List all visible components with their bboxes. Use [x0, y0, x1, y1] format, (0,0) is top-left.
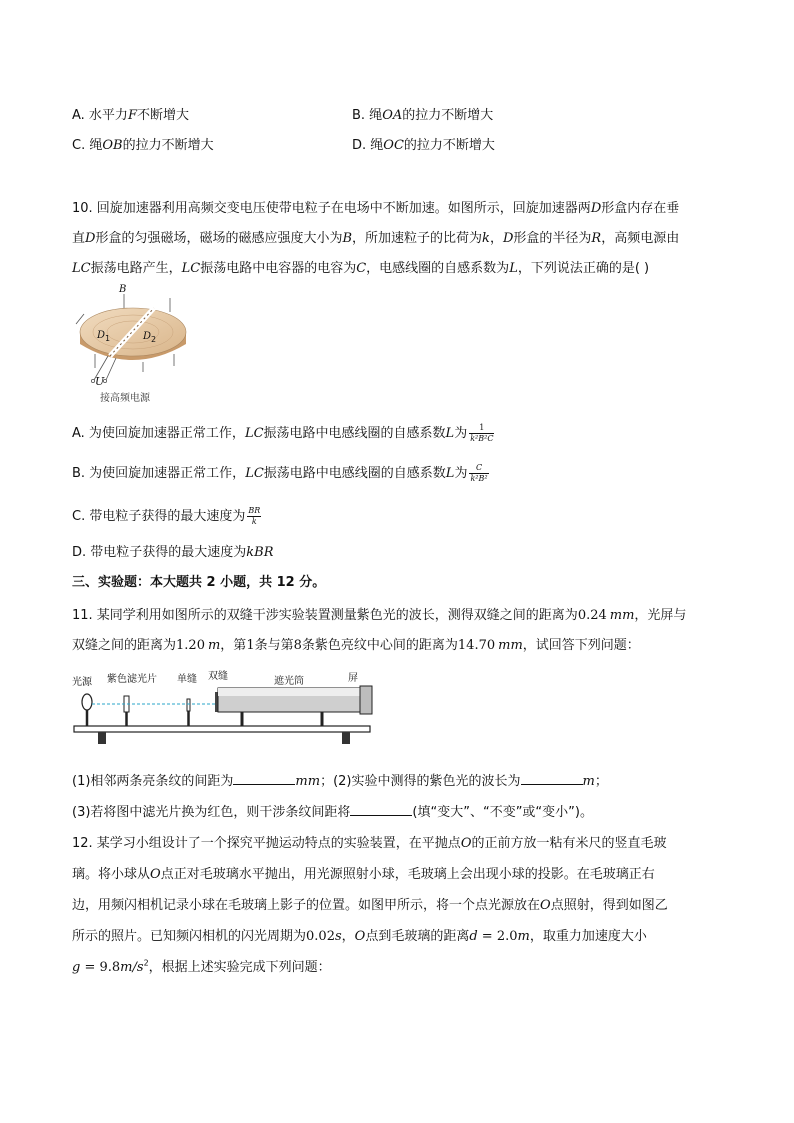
- text: ，所加速粒子的比荷为: [352, 231, 483, 246]
- text: ，根据上述实验完成下列问题：: [148, 960, 331, 975]
- tube-highlight: [218, 688, 368, 696]
- text: 为: [454, 466, 468, 481]
- text: 形盒的半径为: [513, 231, 592, 246]
- math-var: LC: [244, 426, 264, 441]
- answer-blank[interactable]: [233, 772, 295, 785]
- math-var: O: [150, 867, 161, 882]
- number: = 9.8: [80, 960, 121, 975]
- math-var: d: [469, 929, 478, 944]
- denominator: k²B²C: [470, 434, 494, 443]
- math-var: D: [85, 231, 96, 246]
- text: D. 绳: [352, 138, 384, 153]
- label-screen: 屏: [348, 673, 358, 684]
- text: A. 水平力: [72, 108, 128, 123]
- text: (1)相邻两条亮条纹的间距为: [72, 774, 234, 789]
- answer-blank[interactable]: [521, 772, 583, 785]
- number: 8: [293, 638, 302, 653]
- text: B: [119, 284, 127, 295]
- text: D. 带电粒子获得的最大速度为: [72, 545, 247, 560]
- unit: mm: [295, 774, 321, 789]
- text: 的拉力不断增大: [402, 108, 494, 123]
- q12-line-4: [72, 925, 647, 944]
- text: 11. 某同学利用如图所示的双缝干涉实验装置测量紫色光的波长，测得双缝之间的距离为: [72, 608, 578, 623]
- text: 点正对毛玻璃水平抛出，用光源照射小球，毛玻璃上会出现小球的投影。在毛玻璃正右: [160, 867, 655, 882]
- q12-line-5: [72, 956, 331, 975]
- number: 1: [246, 638, 255, 653]
- text: 双缝之间的距离为: [72, 638, 177, 653]
- fraction: [469, 463, 488, 484]
- text: 的正前方放一粘有米尺的竖直毛玻: [471, 836, 667, 851]
- text: 点到毛玻璃的距离: [365, 929, 470, 944]
- unit: m: [517, 929, 530, 944]
- denominator: k²B²: [470, 474, 488, 483]
- text: (填“变大”、“不变”或“变小”)。: [412, 805, 593, 820]
- light-source: [82, 694, 92, 710]
- math-expr: kBR: [246, 545, 274, 560]
- math-var: O: [540, 898, 551, 913]
- q12-line-1: [72, 832, 667, 851]
- number: = 2.0: [477, 929, 518, 944]
- q11-part-3: [72, 801, 593, 820]
- label-d2: [143, 331, 156, 344]
- text: 10. 回旋加速器利用高频交变电压使带电粒子在电场中不断加速。如图所示，回旋加速器两: [72, 201, 591, 216]
- text: 条与第: [254, 638, 294, 653]
- text: 2: [151, 335, 157, 344]
- text: (3)若将图中滤光片换为红色，则干涉条纹间距将: [72, 805, 351, 820]
- text: U: [95, 375, 105, 388]
- math-var: O: [354, 929, 366, 944]
- math-var: L: [509, 261, 518, 276]
- number: 0.02: [306, 929, 335, 944]
- text: C. 带电粒子获得的最大速度为: [72, 509, 246, 524]
- text: ；: [594, 774, 608, 789]
- label-single-slit: 单缝: [177, 674, 197, 685]
- q9-option-a: [72, 104, 189, 123]
- math-var: LC: [245, 466, 264, 481]
- q10-line-2: [72, 227, 679, 246]
- number: 1.20: [176, 638, 205, 653]
- fraction: [469, 423, 494, 444]
- label-u: [95, 375, 104, 388]
- section-heading: 三、实验题：本大题共 2 小题，共 12 分。: [72, 575, 326, 590]
- math-var: D: [590, 201, 602, 216]
- q11-part-1-2: [72, 770, 608, 789]
- q11-line-2: [72, 634, 640, 653]
- denominator: k: [251, 517, 257, 526]
- unit: mm: [498, 638, 523, 653]
- superscript: 2: [143, 958, 149, 968]
- text: 振荡电路中电容器的电容为: [200, 261, 357, 276]
- label-filter: 紫色滤光片: [107, 674, 157, 685]
- math-var: LC: [72, 261, 91, 276]
- math-var: L: [445, 426, 455, 441]
- q10-option-b: [72, 462, 489, 484]
- math-var: F: [127, 108, 137, 123]
- math-var: OB: [102, 138, 123, 153]
- text: B. 为使回旋加速器正常工作，: [72, 466, 246, 481]
- text: ，: [489, 231, 503, 246]
- text: D: [97, 330, 106, 341]
- text: ，光屏与: [634, 608, 687, 623]
- text: 为: [454, 426, 468, 441]
- math-var: OA: [382, 108, 403, 123]
- text: ，试回答下列问题：: [522, 638, 640, 653]
- text: ，电感线圈的自感系数为: [366, 261, 510, 276]
- text: D: [143, 331, 152, 342]
- text: 12. 某学习小组设计了一个探究平抛运动特点的实验装置，在平抛点: [72, 836, 461, 851]
- text: 形盒内存在垂: [601, 201, 680, 216]
- q12-line-3: [72, 894, 668, 913]
- label-d1: [97, 330, 110, 343]
- text: C. 绳: [72, 138, 103, 153]
- math-var: OC: [383, 138, 404, 153]
- text: B. 绳: [352, 108, 383, 123]
- text: ，第: [220, 638, 247, 653]
- cyclotron-figure: [70, 284, 200, 404]
- text: 所示的照片。已知频闪相机的闪光周期为: [72, 929, 307, 944]
- q9-option-d: [352, 134, 495, 153]
- text: 振荡电路中电感线圈的自感系数: [263, 466, 446, 481]
- math-var: g: [72, 960, 81, 975]
- text: 直: [72, 231, 86, 246]
- label-b: [119, 284, 126, 295]
- q10-option-d: [72, 541, 274, 560]
- answer-blank[interactable]: [350, 803, 412, 816]
- figure-caption: 接高频电源: [100, 393, 150, 404]
- screen: [360, 686, 372, 714]
- q9-option-c: [72, 134, 214, 153]
- unit: mm: [609, 608, 635, 623]
- label-tube: 遮光筒: [274, 676, 304, 687]
- q10-option-c: [72, 505, 261, 527]
- math-var: O: [460, 836, 472, 851]
- unit: m: [207, 638, 221, 653]
- unit: m: [582, 774, 595, 789]
- text: ，取重力加速度大小: [529, 929, 647, 944]
- text: 边，用频闪相机记录小球在毛玻璃上影子的位置。如图甲所示，将一个点光源放在: [72, 898, 541, 913]
- text: 的拉力不断增大: [122, 138, 214, 153]
- single-slit: [187, 699, 190, 711]
- q9-option-b: [352, 104, 493, 123]
- text: 的拉力不断增大: [403, 138, 495, 153]
- text: ，高频电源由: [601, 231, 680, 246]
- text: 1: [105, 334, 111, 343]
- numerator: C: [469, 463, 488, 474]
- q12-line-2: [72, 863, 655, 882]
- number: 14.70: [457, 638, 496, 653]
- unit: s: [334, 929, 342, 944]
- text: A. 为使回旋加速器正常工作，: [72, 426, 245, 441]
- unit: m/s: [120, 960, 144, 975]
- text: 点照射，得到如图乙: [550, 898, 668, 913]
- fraction: [247, 506, 261, 527]
- text: 璃。将小球从: [72, 867, 151, 882]
- numerator: 1: [469, 423, 494, 434]
- rail-leg: [342, 732, 350, 744]
- text: 振荡电路中电感线圈的自感系数: [263, 426, 446, 441]
- text: ，下列说法正确的是( ): [517, 261, 650, 276]
- math-var: R: [591, 231, 602, 246]
- math-var: k: [482, 231, 490, 246]
- number: 0.24: [577, 608, 607, 623]
- text: ，: [341, 929, 355, 944]
- text: 振荡电路产生，: [90, 261, 182, 276]
- label-light-source: 光源: [72, 677, 92, 688]
- q10-line-3: [72, 257, 649, 276]
- numerator: BR: [248, 506, 261, 515]
- text: ；(2)实验中测得的紫色光的波长为: [320, 774, 521, 789]
- math-var: C: [356, 261, 367, 276]
- label-double-slit: 双缝: [208, 671, 228, 682]
- math-var: B: [342, 231, 353, 246]
- wire: [106, 358, 116, 380]
- math-var: L: [445, 466, 455, 481]
- field-line: [76, 314, 84, 324]
- text: 不断增大: [136, 108, 189, 123]
- optical-rail: [74, 726, 370, 732]
- math-var: LC: [181, 261, 201, 276]
- q11-line-1: [72, 604, 686, 623]
- rail-leg: [98, 732, 106, 744]
- text: 条紫色亮纹中心间的距离为: [301, 638, 458, 653]
- text: 形盒的匀强磁场，磁场的磁感应强度大小为: [95, 231, 343, 246]
- math-var: D: [502, 231, 514, 246]
- q10-option-a: [72, 422, 494, 444]
- q10-line-1: [72, 197, 679, 216]
